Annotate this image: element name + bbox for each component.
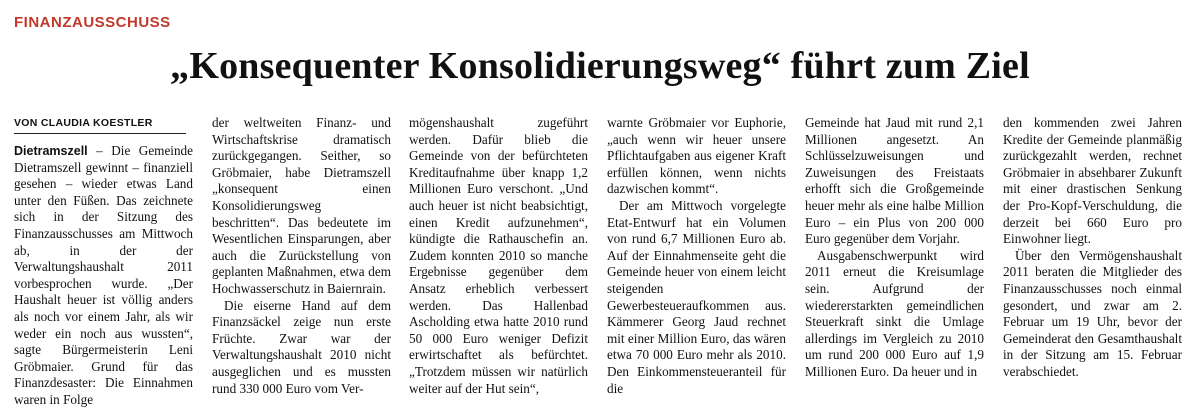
paragraph bbox=[14, 143, 193, 409]
article-column-6 bbox=[1003, 115, 1182, 381]
paragraph: Die eiserne Hand auf dem Finanzsäckel zeige nun erste Früchte. Zwar war der Verwaltungshaushalt 2010 nicht ausgeglichen und es mussten rund 330 000 Euro vom Ver- bbox=[212, 297, 391, 396]
article-column-2 bbox=[212, 115, 391, 397]
paragraph: warnte Gröbmaier vor Euphorie, „auch wenn wir heuer unsere Pflichtaufgaben aus eigener Kraft erfüllen können, wenn nichts dazwischen kommt“. bbox=[607, 115, 786, 197]
article-headline: „Konsequenter Konsolidierungsweg“ führt zum Ziel bbox=[170, 45, 1030, 87]
article-column-5 bbox=[805, 115, 984, 381]
article-column-1 bbox=[14, 143, 193, 409]
paragraph: der weltweiten Finanz- und Wirtschaftskrise dramatisch zurückgegangen. Seither, so Gröbmaier, habe Dietramszell „konsequent einen Konsolidierungsweg beschritten“. Das bedeutete im Wesentlichen Einsparungen, aber auch die Zurückstellung von geplanten Maßnahmen, etwa dem Hochwasserschutz in Baiernrain. bbox=[212, 115, 391, 296]
section-kicker: FINANZAUSSCHUSS bbox=[14, 14, 171, 31]
paragraph: Ausgabenschwerpunkt wird 2011 erneut die Kreisumlage sein. Aufgrund der wiedererstarkten gemeindlichen Steuerkraft sinkt die Umlage allerdings im Vergleich zu 2010 um rund 200 000 Euro auf 1,9 Millionen Euro. Da heuer und in bbox=[805, 247, 984, 379]
paragraph-text: – Die Gemeinde Dietramszell gewinnt – finanziell gesehen – wieder etwas Land unter den Füßen. Das zeichnete sich in der Sitzung des Finanzausschusses am Mittwoch ab, in der der Verwaltungshaushalt 2011 vorbesprochen wurde. „Der Haushalt heuer ist völlig anders als noch vor einem Jahr, als wir weder ein noch aus wussten“, sagte Bürgermeisterin Leni Gröbmaier. Grund für das Finanzdesaster: Die Einnahmen waren in Folge bbox=[14, 143, 193, 407]
dateline: Dietramszell bbox=[14, 144, 88, 158]
paragraph: mögenshaushalt zugeführt werden. Dafür blieb die Gemeinde von der befürchteten Kreditaufnahme über knapp 1,2 Millionen Euro verschont. „Und auch heuer ist nicht beabsichtigt, einen Kredit aufzunehmen“, kündigte die Rathauschefin an. Zudem konnten 2010 so manche Ergebnisse gegenüber dem Ansatz erheblich verbessert werden. Das Hallenbad Ascholding etwa hatte 2010 rund 50 000 Euro weniger Defizit erwirtschaftet als befürchtet. „Trotzdem müssen wir natürlich weiter auf der Hut sein“, bbox=[409, 115, 588, 396]
paragraph: Gemeinde hat Jaud mit rund 2,1 Millionen angesetzt. An Schlüsselzuweisungen und Zuweisungen des Freistaats erhofft sich die Großgemeinde heuer mehr als eine halbe Million Euro – ein Plus von 200 000 Euro gegenüber dem Vorjahr. bbox=[805, 115, 984, 247]
paragraph: Der am Mittwoch vorgelegte Etat-Entwurf hat ein Volumen von rund 6,7 Millionen Euro ab. Auf der Einnahmenseite geht die Gemeinde heuer von einem leicht steigenden Gewerbesteueraufkommen aus. Kämmerer Georg Jaud rechnet mit einer Million Euro, das wären etwa 70 000 Euro mehr als 2010. Den Einkommensteueranteil für die bbox=[607, 197, 786, 396]
article-column-3 bbox=[409, 115, 588, 397]
article-column-4 bbox=[607, 115, 786, 397]
paragraph: den kommenden zwei Jahren Kredite der Gemeinde planmäßig zurückgezahlt werden, rechnet Gröbmaier in absehbarer Zukunft mit einer drastischen Senkung der Pro-Kopf-Verschuldung, die derzeit bei 660 Euro pro Einwohner liegt. bbox=[1003, 115, 1182, 247]
paragraph: Über den Vermögenshaushalt 2011 beraten die Mitglieder des Finanzausschusses noch einmal gesondert, und zwar am 2. Februar um 19 Uhr, bevor der Gemeinderat den Gesamthaushalt in der Sitzung am 15. Februar verabschiedet. bbox=[1003, 247, 1182, 379]
byline: VON CLAUDIA KOESTLER bbox=[14, 117, 186, 134]
